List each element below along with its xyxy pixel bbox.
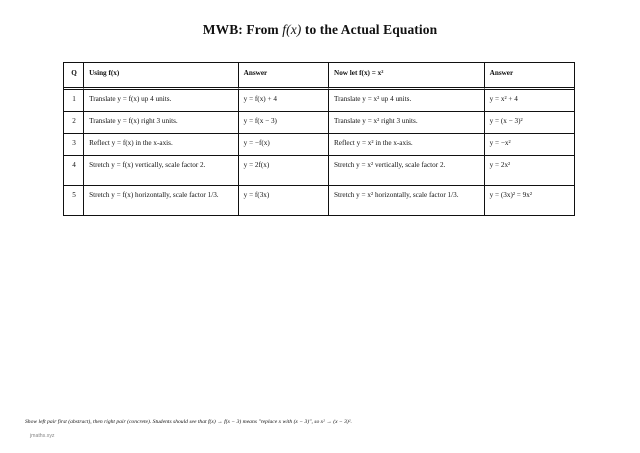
row-number: 5 <box>64 186 84 215</box>
using-fx-cell: Stretch y = f(x) horizontally, scale factor 1/3. <box>84 186 239 215</box>
page-title <box>0 22 640 38</box>
answer-abstract-cell: y = −f(x) <box>239 134 329 156</box>
table-row <box>64 90 574 112</box>
table-row <box>64 112 574 134</box>
now-let-cell: Stretch y = x² horizontally, scale factor 1/3. <box>329 186 485 215</box>
answer-concrete-cell: y = x² + 4 <box>485 90 574 112</box>
page-title-math: f(x) <box>282 22 302 37</box>
using-fx-cell: Stretch y = f(x) vertically, scale factor 2. <box>84 156 239 186</box>
header-answer-abstract: Answer <box>239 63 329 90</box>
answer-abstract-cell: y = 2f(x) <box>239 156 329 186</box>
page-title-prefix: MWB: From <box>202 22 283 37</box>
worksheet-table <box>63 62 575 216</box>
site-brand: jmaths.xyz <box>30 433 55 439</box>
row-number: 2 <box>64 112 84 134</box>
answer-abstract-cell: y = f(3x) <box>239 186 329 215</box>
header-now-let: Now let f(x) = x² <box>329 63 485 90</box>
header-q: Q <box>64 63 84 90</box>
answer-concrete-cell: y = −x² <box>485 134 574 156</box>
answer-abstract-cell: y = f(x − 3) <box>239 112 329 134</box>
answer-concrete-cell: y = (3x)² = 9x² <box>489 191 532 199</box>
now-let-cell: Stretch y = x² vertically, scale factor 2. <box>329 156 485 186</box>
table-row <box>64 186 574 215</box>
header-using-fx: Using f(x) <box>84 63 239 90</box>
now-let-cell: Translate y = x² right 3 units. <box>329 112 485 134</box>
now-let-cell: Reflect y = x² in the x-axis. <box>329 134 485 156</box>
row-number: 4 <box>64 156 84 186</box>
row-number: 1 <box>64 90 84 112</box>
row-number: 3 <box>64 134 84 156</box>
answer-concrete-cell: y = (x − 3)² <box>485 112 574 134</box>
using-fx-cell: Reflect y = f(x) in the x-axis. <box>84 134 239 156</box>
answer-abstract-cell: y = f(x) + 4 <box>239 90 329 112</box>
page-title-suffix: to the Actual Equation <box>301 22 438 37</box>
table-row <box>64 134 574 156</box>
answer-concrete-cell: y = 2x² <box>485 156 574 186</box>
header-answer-concrete: Answer <box>485 63 574 90</box>
using-fx-cell: Translate y = f(x) right 3 units. <box>84 112 239 134</box>
table-header-row <box>64 63 574 90</box>
table-row <box>64 156 574 186</box>
teacher-note: Show left pair first (abstract), then right pair (concrete). Students should see that f(x) → f(x − 3) means "replace x with (x − 3)", so x² → (x − 3)². <box>25 419 352 425</box>
using-fx-cell: Translate y = f(x) up 4 units. <box>84 90 239 112</box>
now-let-cell: Translate y = x² up 4 units. <box>329 90 485 112</box>
